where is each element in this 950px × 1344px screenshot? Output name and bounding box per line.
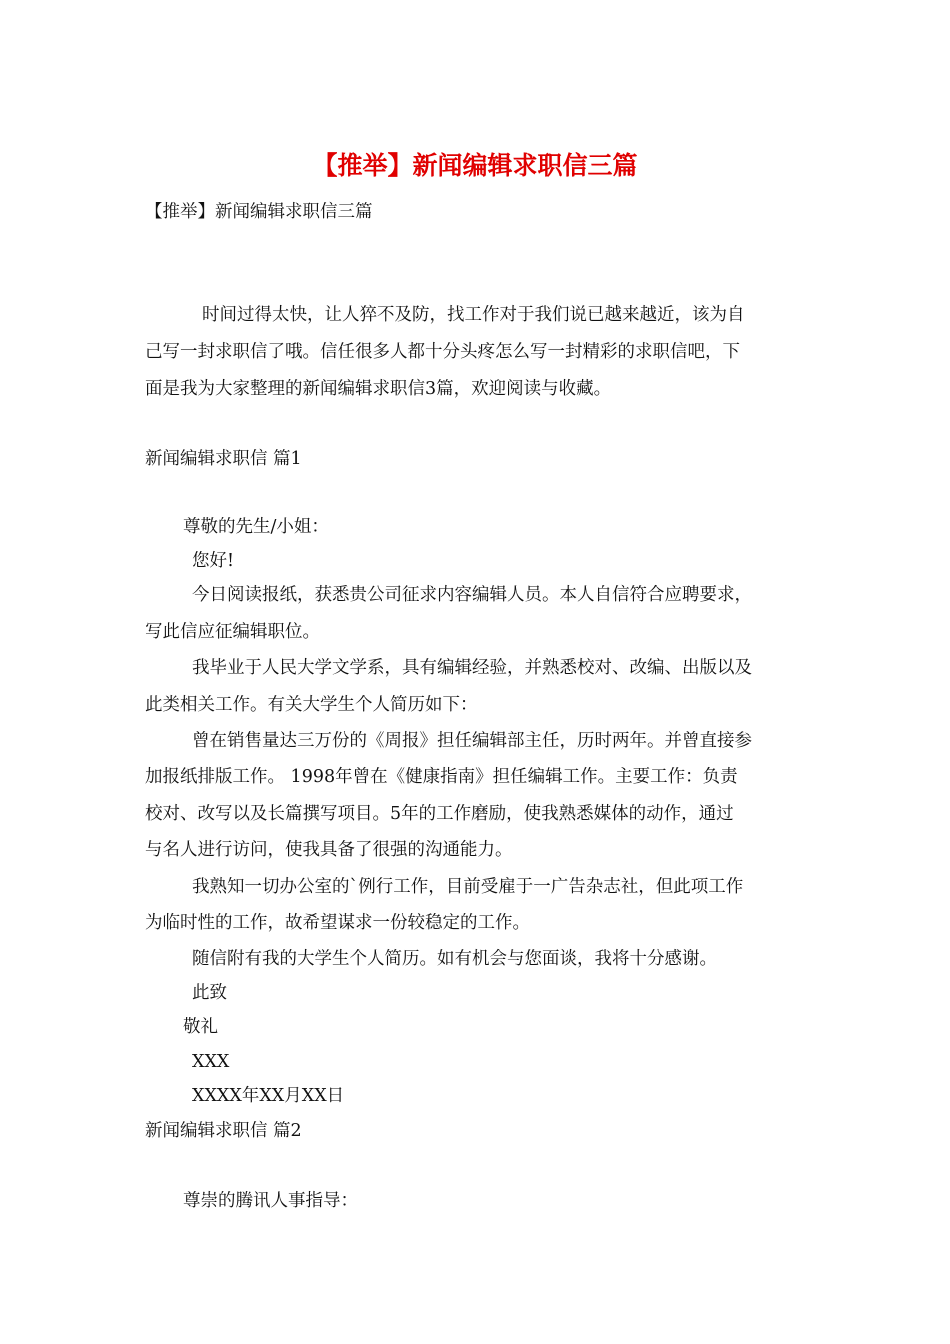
letter1-body-line-5: 曾在销售量达三万份的《周报》担任编辑部主任，历时两年。并曾直接参 — [192, 731, 752, 751]
letter1-date: XXXX年XX月XX日 — [192, 1086, 345, 1106]
letter2-heading: 新闻编辑求职信 篇2 — [145, 1121, 302, 1141]
letter1-greeting: 您好! — [192, 551, 235, 571]
letter1-body-line-2: 写此信应征编辑职位。 — [145, 622, 320, 642]
letter1-salutation: 尊敬的先生/小姐： — [183, 517, 329, 537]
letter1-body-line-7: 校对、改写以及长篇撰写项目。5年的工作磨励，使我熟悉媒体的动作，通过 — [145, 804, 734, 824]
letter2-salutation: 尊崇的腾讯人事指导： — [183, 1191, 358, 1211]
letter1-body-line-4: 此类相关工作。有关大学生个人简历如下： — [145, 695, 478, 715]
letter1-body-line-11: 随信附有我的大学生个人简历。如有机会与您面谈，我将十分感谢。 — [192, 949, 717, 969]
document-title: 【推举】新闻编辑求职信三篇 — [312, 151, 638, 180]
letter1-body-line-8: 与名人进行访问，使我具备了很强的沟通能力。 — [145, 840, 513, 860]
letter1-body-line-9: 我熟知一切办公室的`例行工作，目前受雇于一广告杂志社，但此项工作 — [192, 877, 744, 897]
intro-line-1: 时间过得太快，让人猝不及防，找工作对于我们说已越来越近，该为自 — [202, 305, 745, 325]
letter1-body-line-6: 加报纸排版工作。 1998年曾在《健康指南》担任编辑工作。主要工作：负责 — [145, 767, 738, 787]
letter1-heading: 新闻编辑求职信 篇1 — [145, 449, 302, 469]
letter1-closing-2: 敬礼 — [183, 1017, 218, 1037]
letter1-body-line-10: 为临时性的工作，故希望谋求一份较稳定的工作。 — [145, 913, 530, 933]
letter1-body-line-3: 我毕业于人民大学文学系，具有编辑经验，并熟悉校对、改编、出版以及 — [192, 658, 752, 678]
intro-line-3: 面是我为大家整理的新闻编辑求职信3篇，欢迎阅读与收藏。 — [145, 379, 612, 399]
letter1-signature: XXX — [192, 1052, 230, 1072]
letter1-closing-1: 此致 — [192, 983, 227, 1003]
letter1-body-line-1: 今日阅读报纸，获悉贵公司征求内容编辑人员。本人自信符合应聘要求， — [192, 585, 752, 605]
document-subtitle: 【推举】新闻编辑求职信三篇 — [145, 202, 373, 222]
intro-line-2: 己写一封求职信了哦。信任很多人都十分头疼怎么写一封精彩的求职信吧，下 — [145, 342, 740, 362]
